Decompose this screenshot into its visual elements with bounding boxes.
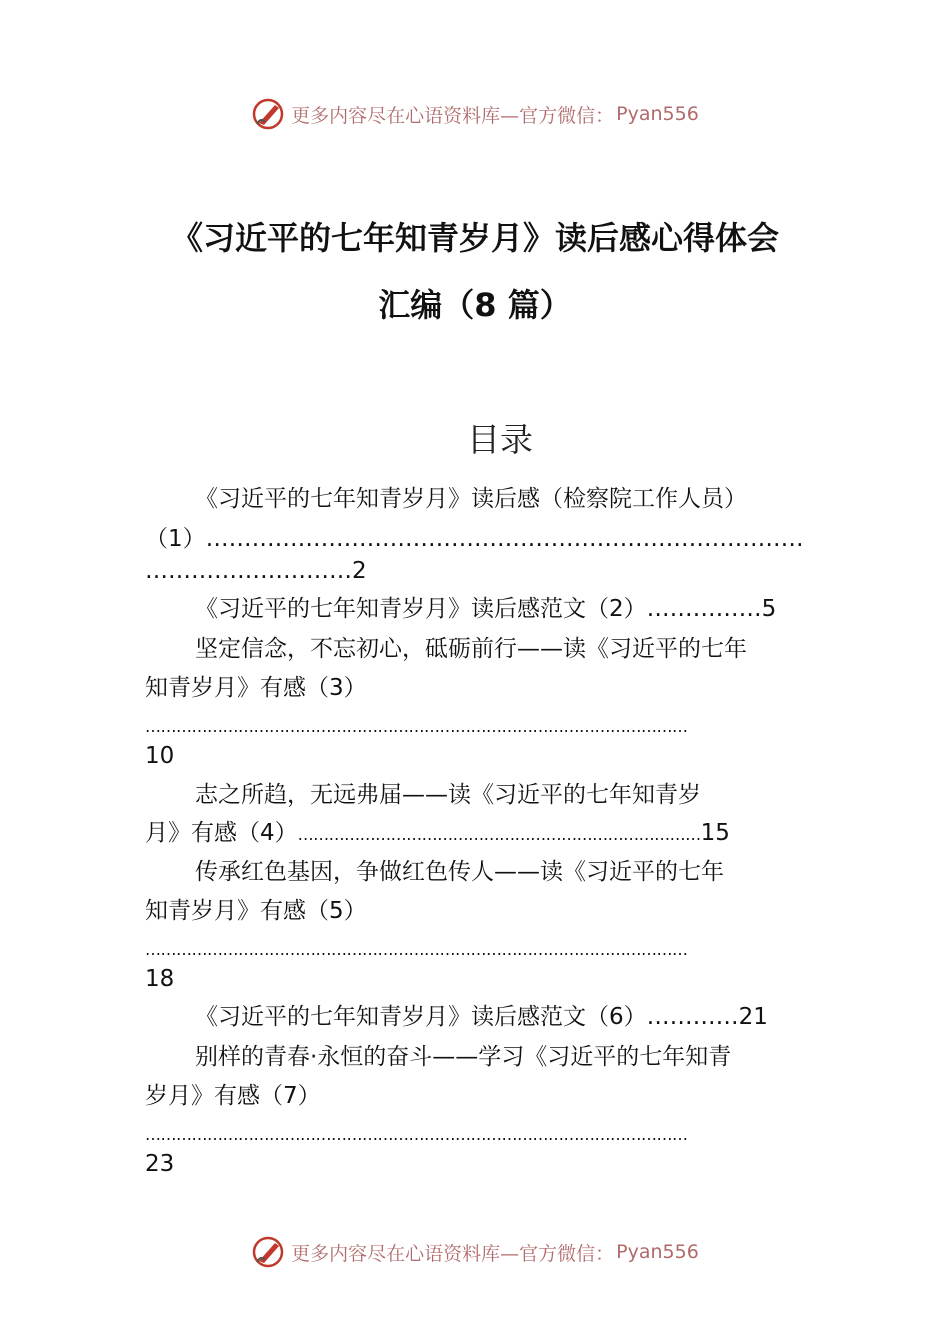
document-title-line2: 汇编（8 篇）: [378, 286, 572, 324]
toc-entry-4-text: 月》有感（4）: [145, 820, 298, 846]
toc-entry-2[interactable]: [195, 594, 776, 624]
toc-entry-4-line2[interactable]: [145, 818, 730, 850]
toc-entry-3-line2[interactable]: 知青岁月》有感（3）: [145, 675, 367, 701]
toc-entry-1-line1[interactable]: 《习近平的七年知青岁月》读后感（检察院工作人员）: [195, 486, 747, 512]
toc-entry-5-line2[interactable]: 知青岁月》有感（5）: [145, 898, 367, 924]
toc-entry-7-page[interactable]: 23: [145, 1151, 175, 1177]
toc-entry-5-page[interactable]: 18: [145, 966, 175, 992]
toc-entry-2-dots: ……………: [646, 596, 762, 622]
toc-entry-7-dots-line[interactable]: [145, 1118, 688, 1150]
toc-heading: 目录: [467, 420, 533, 459]
toc-entry-3-dots: ……………………………………………………………………………………………: [145, 717, 688, 736]
toc-entry-4-line1[interactable]: 志之所趋，无远弗届——读《习近平的七年知青岁: [195, 782, 701, 808]
toc-entry-3-page[interactable]: 10: [145, 743, 175, 769]
toc-entry-6-dots: …………: [646, 1004, 739, 1030]
toc-entry-3-line1[interactable]: 坚定信念，不忘初心，砥砺前行——读《习近平的七年: [195, 636, 747, 662]
logo-icon: [251, 97, 285, 131]
toc-entry-3-dots-line[interactable]: [145, 710, 688, 742]
footer-wechat-id: Pyan556: [616, 1241, 699, 1263]
toc-entry-1-line2[interactable]: [145, 524, 804, 554]
toc-entry-7-dots: ……………………………………………………………………………………………: [145, 1125, 688, 1144]
toc-entry-5-line1[interactable]: 传承红色基因，争做红色传人——读《习近平的七年: [195, 859, 724, 885]
toc-entry-5-dots-line[interactable]: [145, 933, 688, 965]
toc-entry-2-text: 《习近平的七年知青岁月》读后感范文（2）: [195, 596, 647, 622]
toc-entry-1-dots: ……………………………………………………………………: [205, 526, 804, 552]
toc-entry-6-text: 《习近平的七年知青岁月》读后感范文（6）: [195, 1004, 647, 1030]
header-banner: [0, 94, 950, 134]
header-wechat-id: Pyan556: [616, 103, 699, 125]
toc-entry-4-dots: ……………………………………………………………………: [297, 825, 701, 844]
toc-entry-1-number: （1）: [145, 526, 206, 552]
toc-entry-1-line3[interactable]: ………………………2: [145, 558, 367, 584]
document-title-line1: 《习近平的七年知青岁月》读后感心得体会: [170, 219, 779, 257]
toc-entry-6[interactable]: [195, 1002, 768, 1032]
toc-entry-7-line2[interactable]: 岁月》有感（7）: [145, 1083, 321, 1109]
logo-icon: [251, 1235, 285, 1269]
toc-entry-6-page: 21: [738, 1004, 768, 1030]
footer-site-text: 更多内容尽在心语资料库—官方微信：: [291, 1242, 615, 1265]
toc-entry-4-page: 15: [700, 820, 730, 846]
footer-banner: [0, 1232, 950, 1272]
toc-entry-2-page: 5: [761, 596, 777, 622]
toc-entry-7-line1[interactable]: 别样的青春·永恒的奋斗——学习《习近平的七年知青: [195, 1044, 732, 1070]
header-site-text: 更多内容尽在心语资料库—官方微信：: [291, 104, 615, 127]
toc-entry-5-dots: ……………………………………………………………………………………………: [145, 940, 688, 959]
